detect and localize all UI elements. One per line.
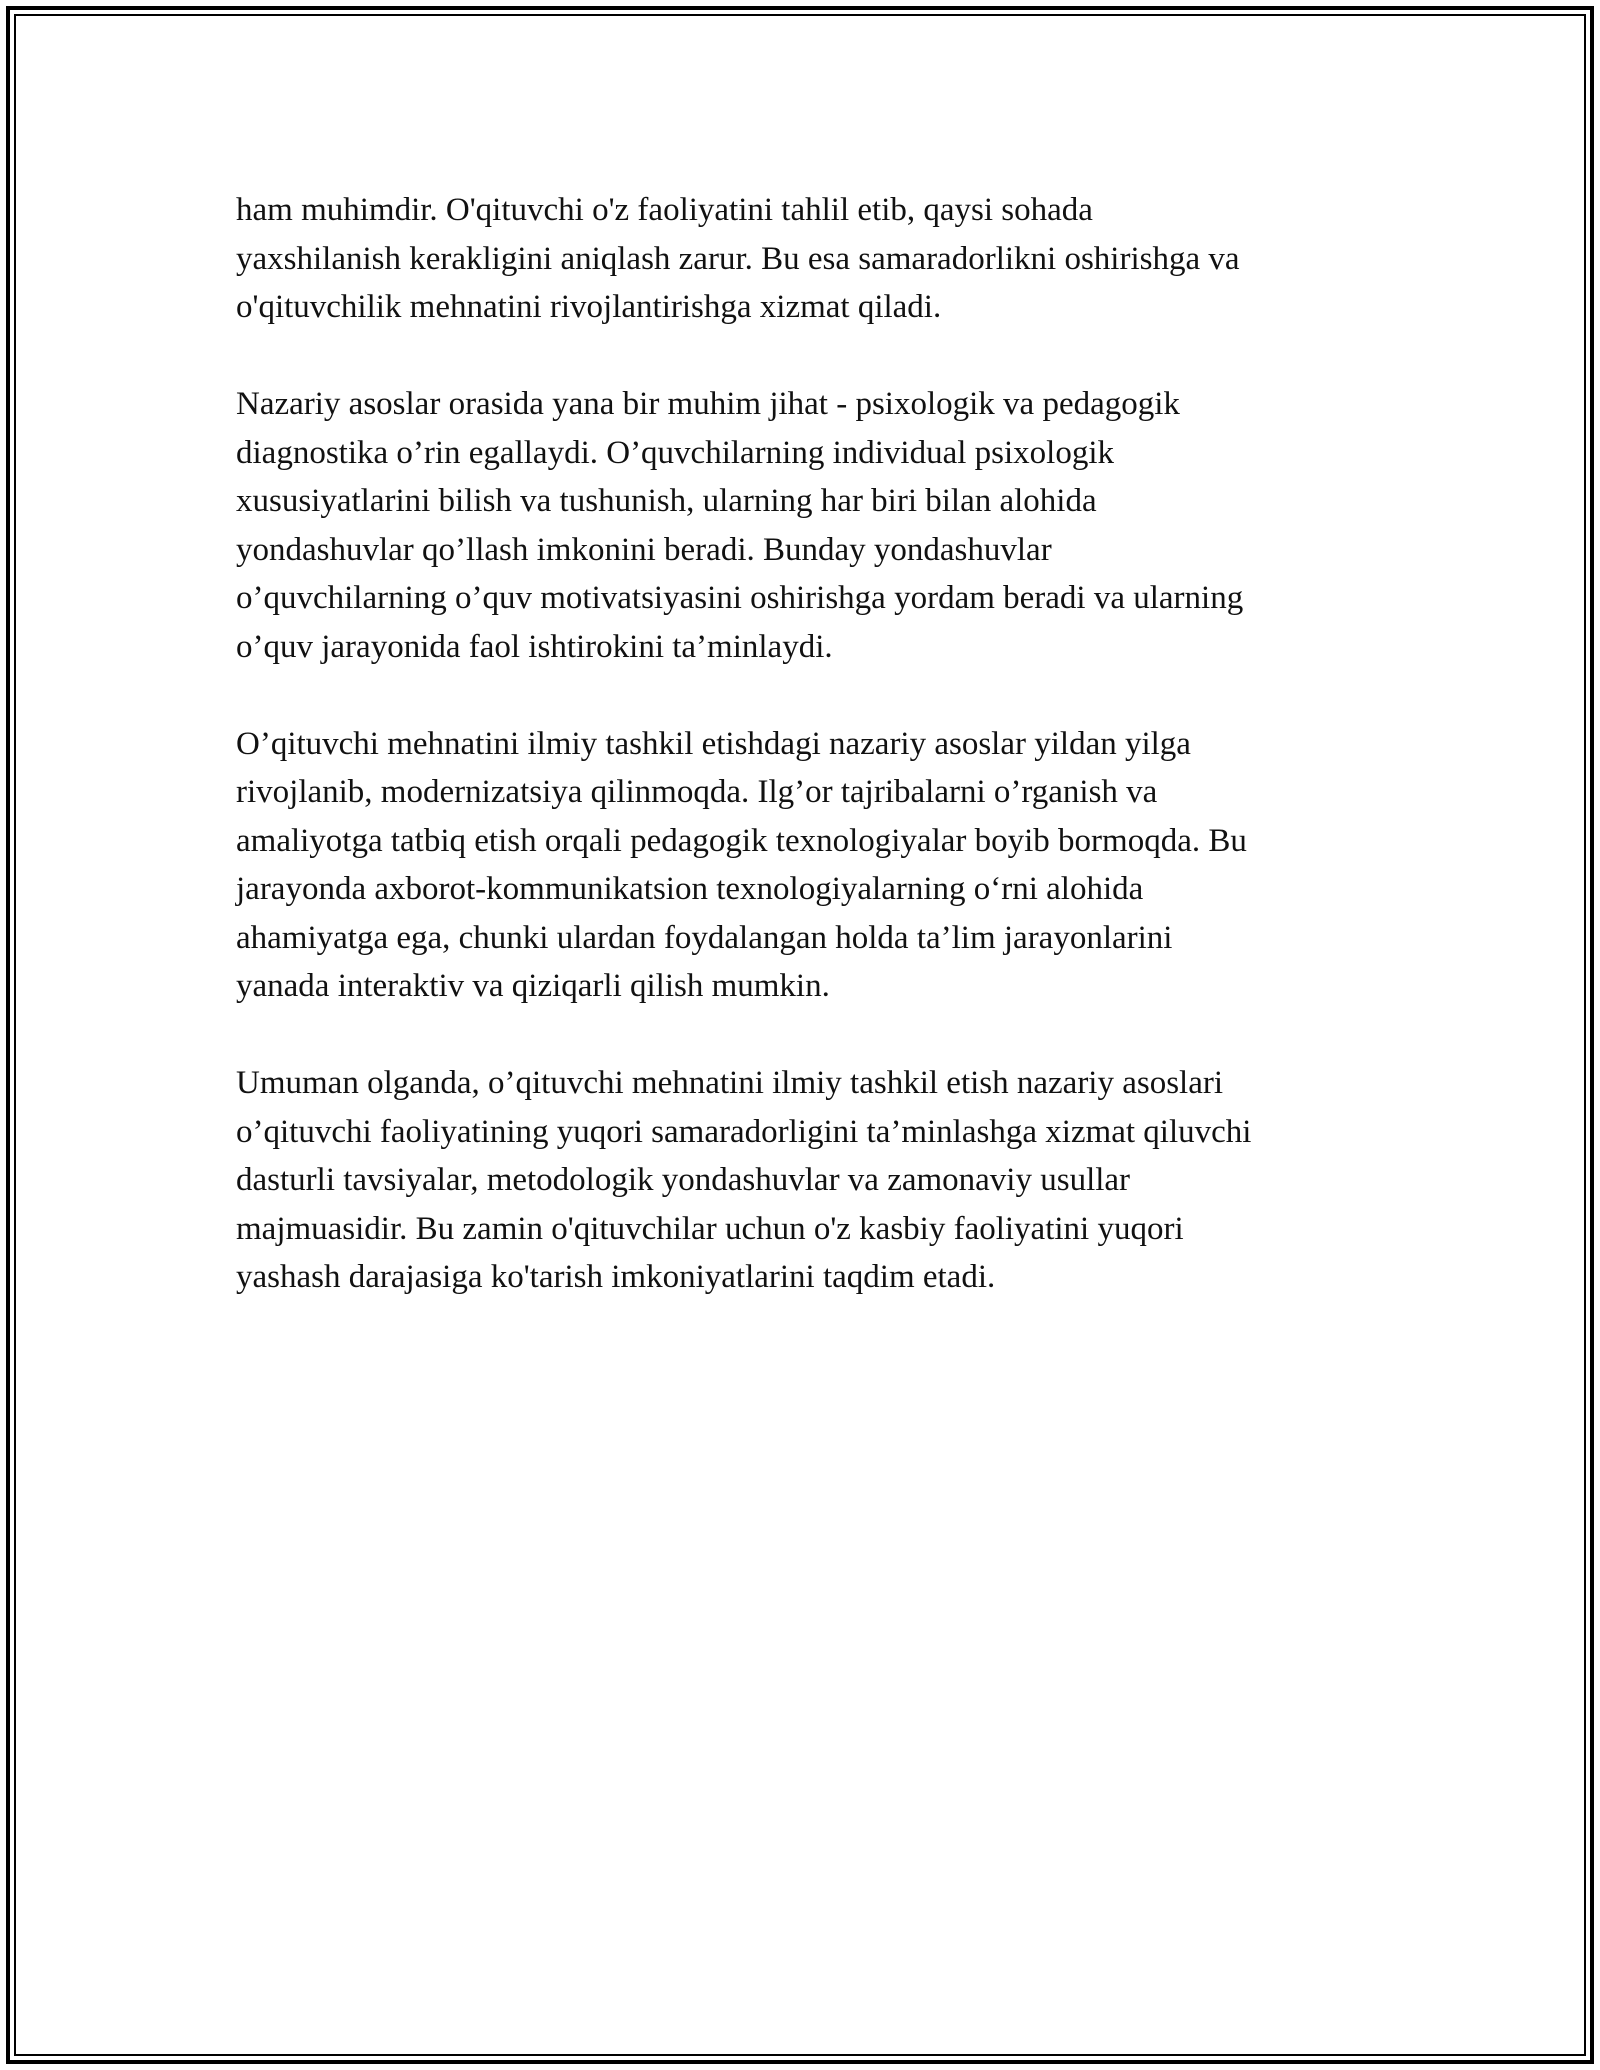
text-line: yashash darajasiga ko'tarish imkoniyatlarini taqdim etadi. <box>236 1259 996 1295</box>
document-body <box>236 186 1376 1350</box>
text-line: o’quv jarayonida faol ishtirokini ta’minlaydi. <box>236 628 833 665</box>
text-line: xususiyatlarini bilish va tushunish, ularning har biri bilan alohida <box>236 483 1097 519</box>
text-line: yaxshilanish kerakligini aniqlash zarur. Bu esa samaradorlikni oshirishga va <box>236 240 1240 277</box>
text-line: jarayonda axborot-kommunikatsion texnologiyalarning o‘rni alohida <box>236 871 1144 907</box>
text-line: o’qituvchi faoliyatining yuqori samaradorligini ta’minlashga xizmat qiluvchi <box>236 1113 1252 1150</box>
paragraph-3 <box>236 720 1376 1011</box>
text-line: o’quvchilarning o’quv motivatsiyasini oshirishga yordam beradi va ularning <box>236 580 1244 616</box>
paragraph-2 <box>236 380 1376 671</box>
text-line: Nazariy asoslar orasida yana bir muhim jihat - psixologik va pedagogik <box>236 386 1180 422</box>
text-line: majmuasidir. Bu zamin o'qituvchilar uchun o'z kasbiy faoliyatini yuqori <box>236 1210 1184 1247</box>
text-line: ham muhimdir. O'qituvchi o'z faoliyatini tahlil etib, qaysi sohada <box>236 192 1093 228</box>
text-line: amaliyotga tatbiq etish orqali pedagogik texnologiyalar boyib bormoqda. Bu <box>236 822 1247 859</box>
paragraph-4 <box>236 1059 1376 1302</box>
paragraph-1 <box>236 186 1376 332</box>
text-line: O’qituvchi mehnatini ilmiy tashkil etishdagi nazariy asoslar yildan yilga <box>236 725 1191 762</box>
text-line: Umuman olganda, o’qituvchi mehnatini ilmiy tashkil etish nazariy asoslari <box>236 1065 1224 1101</box>
text-line: diagnostika o’rin egallaydi. O’quvchilarning individual psixologik <box>236 434 1115 471</box>
text-line: yondashuvlar qo’llash imkonini beradi. Bunday yondashuvlar <box>236 531 1052 568</box>
text-line: yanada interaktiv va qiziqarli qilish mumkin. <box>236 968 830 1004</box>
text-line: dasturli tavsiyalar, metodologik yondashuvlar va zamonaviy usullar <box>236 1162 1131 1198</box>
text-line: o'qituvchilik mehnatini rivojlantirishga xizmat qiladi. <box>236 289 942 325</box>
text-line: ahamiyatga ega, chunki ulardan foydalangan holda ta’lim jarayonlarini <box>236 919 1173 956</box>
text-line: rivojlanib, modernizatsiya qilinmoqda. Ilg’or tajribalarni o’rganish va <box>236 774 1158 810</box>
